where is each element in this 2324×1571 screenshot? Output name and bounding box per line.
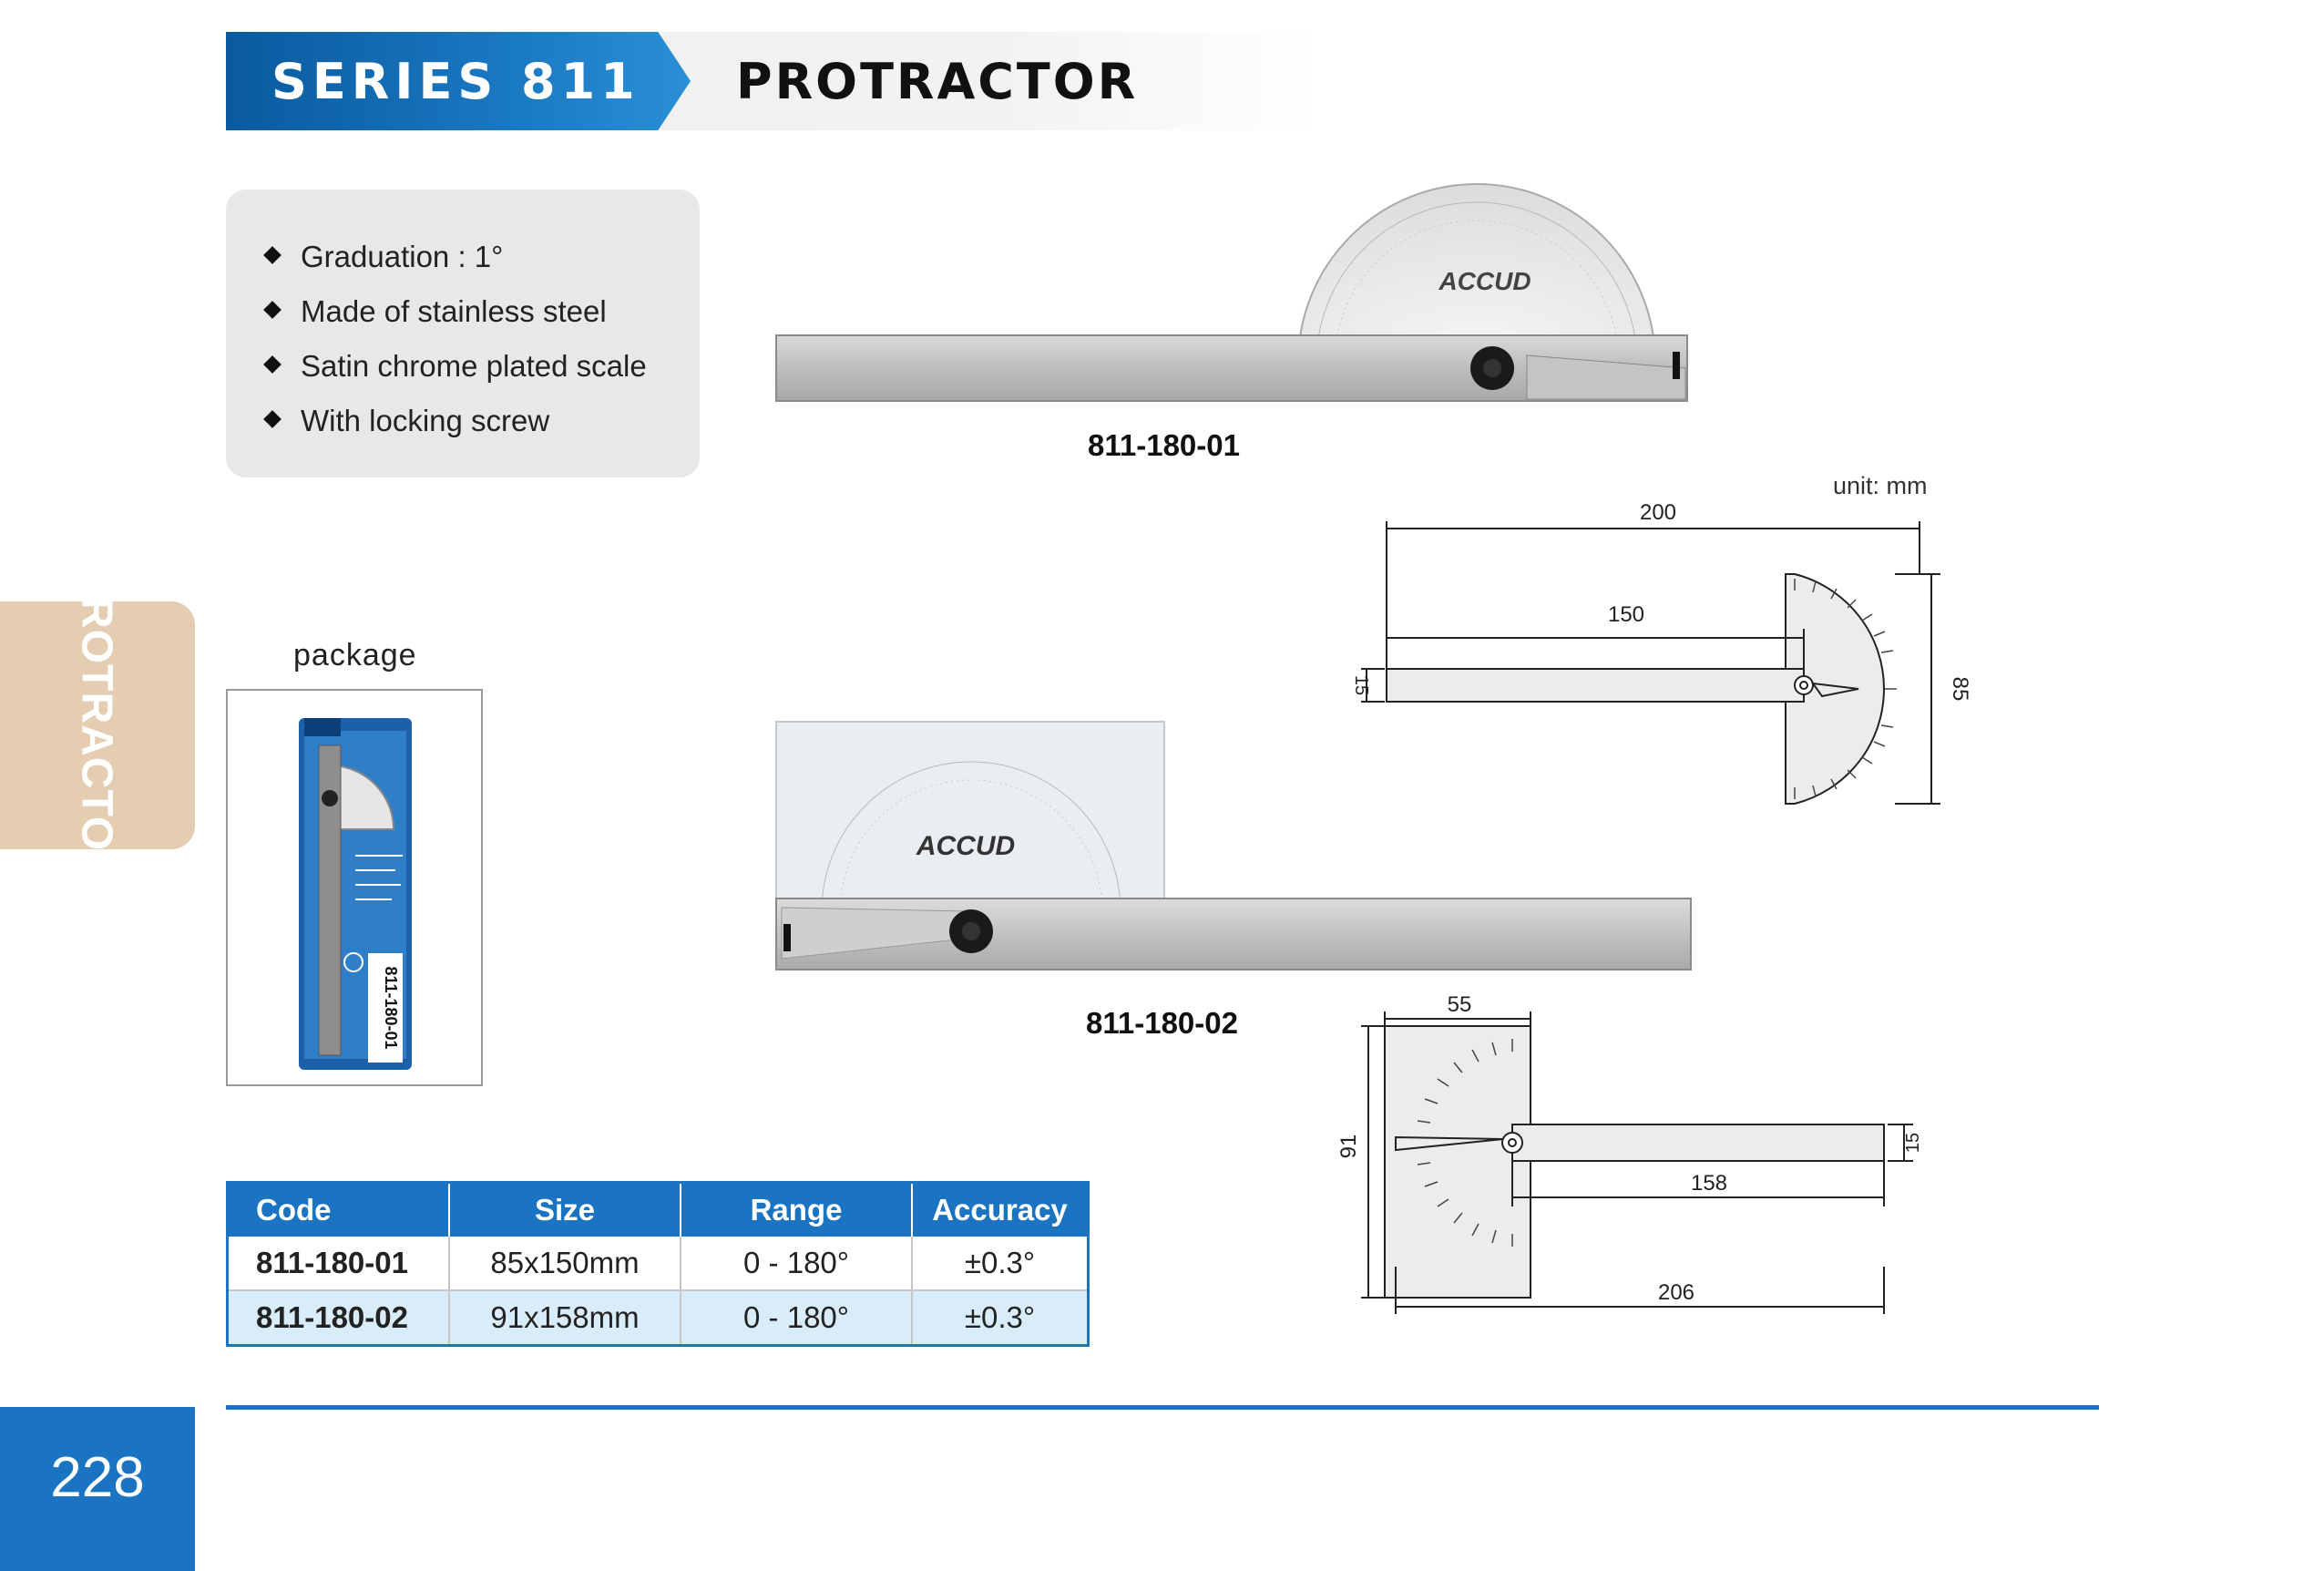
cell-size: 85x150mm	[449, 1237, 681, 1290]
col-header-accuracy: Accuracy	[912, 1183, 1089, 1237]
cell-accuracy: ±0.3°	[912, 1237, 1089, 1290]
col-header-range: Range	[681, 1183, 912, 1237]
feature-text: With locking screw	[301, 404, 550, 437]
product-photo-1	[765, 173, 1704, 419]
dim-15-a: 15	[1351, 674, 1371, 696]
side-tab-label: PROTRACTOR	[72, 567, 121, 884]
cell-accuracy: ±0.3°	[912, 1290, 1089, 1346]
dimension-drawing-1	[1348, 492, 1986, 820]
brand-logo-1: ACCUD	[1438, 267, 1531, 295]
feature-item	[266, 230, 700, 284]
table-header-row	[228, 1183, 1089, 1237]
col-header-code: Code	[228, 1183, 450, 1237]
dim-85: 85	[1948, 676, 1972, 702]
product-title: PROTRACTOR	[736, 53, 1139, 110]
product-code-2: 811-180-02	[1086, 1006, 1238, 1040]
features-panel	[226, 190, 700, 477]
diamond-bullet-icon	[263, 355, 282, 374]
feature-item	[266, 339, 700, 394]
cell-range: 0 - 180°	[681, 1290, 912, 1346]
diamond-bullet-icon	[263, 246, 282, 264]
package-image	[228, 691, 481, 1084]
col-header-size: Size	[449, 1183, 681, 1237]
cell-code: 811-180-01	[228, 1237, 450, 1290]
dimension-drawing-2	[1330, 993, 1986, 1321]
dim-158: 158	[1690, 1171, 1728, 1196]
feature-item	[266, 284, 700, 339]
dim-91: 91	[1336, 1134, 1361, 1159]
diamond-bullet-icon	[263, 410, 282, 428]
dim-15-b: 15	[1903, 1132, 1923, 1154]
diamond-bullet-icon	[263, 301, 282, 319]
page-number: 228	[50, 1446, 145, 1509]
series-title: SERIES 811	[271, 53, 640, 110]
feature-text: Graduation : 1°	[301, 240, 504, 273]
brand-logo-2: ACCUD	[916, 831, 1016, 861]
cell-code: 811-180-02	[228, 1290, 450, 1346]
table-row	[228, 1290, 1089, 1346]
package-box-code: 811-180-01	[382, 966, 400, 1050]
footer-rule	[226, 1405, 2099, 1410]
feature-text: Satin chrome plated scale	[301, 349, 647, 383]
features-list	[226, 190, 700, 448]
cell-range: 0 - 180°	[681, 1237, 912, 1290]
dim-200: 200	[1639, 500, 1677, 525]
product-code-1: 811-180-01	[1088, 428, 1240, 462]
dim-206: 206	[1657, 1280, 1695, 1305]
package-label: package	[293, 638, 417, 673]
dim-55: 55	[1447, 993, 1472, 1017]
feature-item	[266, 394, 700, 448]
dim-150: 150	[1607, 602, 1645, 627]
spec-table	[226, 1181, 1090, 1347]
table-row	[228, 1237, 1089, 1290]
feature-text: Made of stainless steel	[301, 294, 607, 328]
cell-size: 91x158mm	[449, 1290, 681, 1346]
package-image-frame	[226, 689, 483, 1086]
unit-label: unit: mm	[1833, 472, 1928, 499]
